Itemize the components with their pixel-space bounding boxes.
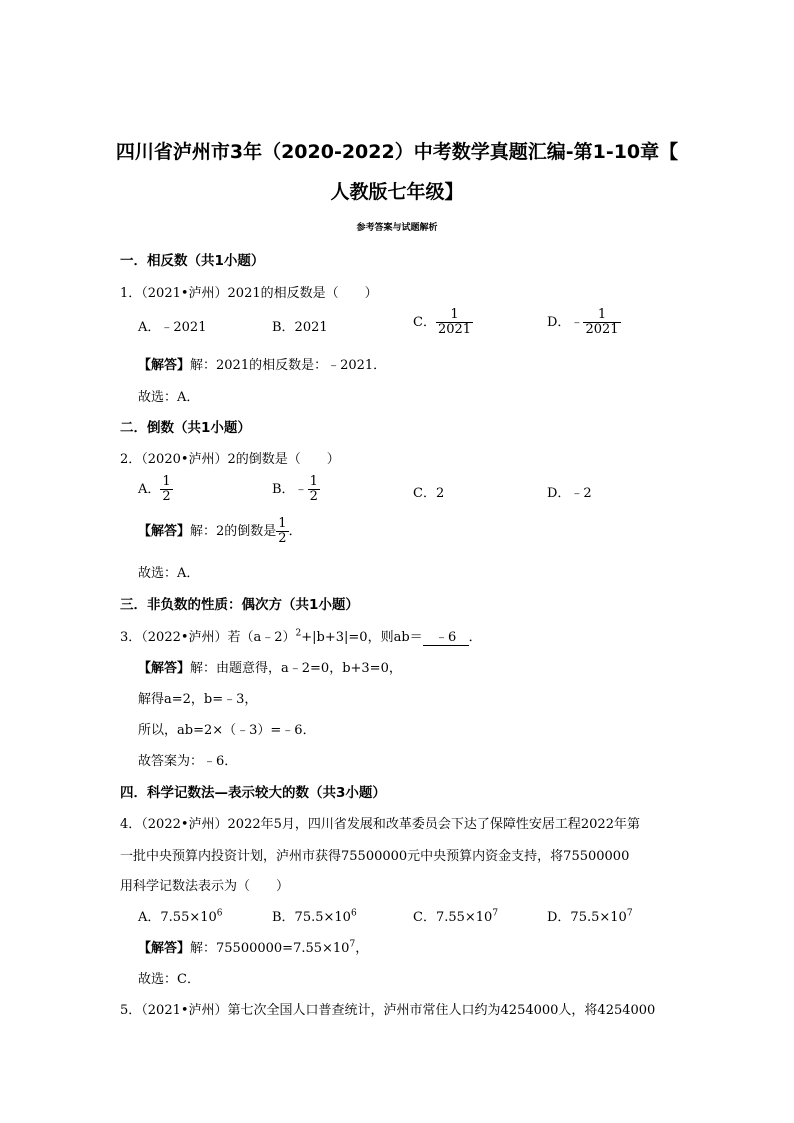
doc-title-line1: 四川省泸州市3年（2020-2022）中考数学真题汇编-第1-10章【 <box>115 141 679 163</box>
q3-line4: 故答案为：﹣6． <box>138 754 238 769</box>
fraction-denominator: 2 <box>309 489 318 504</box>
q4-option-c <box>413 906 498 925</box>
q3-line2: 解得a=2，b=﹣3， <box>138 692 258 707</box>
q4-option-a <box>138 906 223 925</box>
doc-title-line2: 人教版七年级】 <box>330 181 464 203</box>
answer-end: ， <box>355 941 369 956</box>
fraction-denominator: 2 <box>162 489 171 504</box>
section-heading-1: 一．相反数（共1小题） <box>120 253 265 269</box>
q4-stem-line2: 一批中央预算内投资计划，泸州市获得75500000元中央预算内资金支持，将75500000 <box>120 849 630 864</box>
q3-stem <box>120 626 482 646</box>
doc-subtitle: 参考答案与试题解析 <box>356 223 438 233</box>
q4-stem-line3: 用科学记数法表示为（ ） <box>120 879 290 894</box>
option-text: A．7.55×10 <box>138 910 217 925</box>
option-text: C．7.55×10 <box>413 910 493 925</box>
q1-option-d <box>547 308 621 337</box>
answer-end: ． <box>288 524 302 539</box>
q2-option-c: C．2 <box>413 486 445 501</box>
q4-answer <box>138 937 368 956</box>
option-exponent: 6 <box>350 908 357 919</box>
q3-stem-end: ． <box>468 630 482 645</box>
fraction-numerator: 1 <box>278 516 287 531</box>
q2-option-a-label: A． <box>138 482 161 497</box>
q3-answer-blank: ﹣6 <box>423 626 469 646</box>
option-exponent: 7 <box>626 908 633 919</box>
fraction-denominator: 2 <box>278 531 287 546</box>
answer-text: 解：2021的相反数是：﹣2021． <box>190 358 387 373</box>
q2-option-a <box>138 475 173 504</box>
fraction-numerator: 1 <box>309 474 318 489</box>
q1-answer <box>138 354 386 373</box>
q2-option-b <box>272 475 320 504</box>
section-heading-2: 二．倒数（共1小题） <box>120 420 251 436</box>
q5-stem-line1: 5．（2021•泸州）第七次全国人口普查统计，泸州市常住人口约为4254000人，将4254000 <box>120 1003 656 1018</box>
q3-exponent: 2 <box>295 628 302 639</box>
option-text: B．75.5×10 <box>272 910 351 925</box>
q2-stem: 2．（2020•泸州）2的倒数是（ ） <box>120 452 340 467</box>
answer-text: 解：由题意得，a﹣2=0，b+3=0， <box>190 661 402 676</box>
fraction-denominator: 2021 <box>585 322 619 337</box>
section-heading-4: 四．科学记数法—表示较大的数（共3小题） <box>120 785 386 801</box>
q1-option-b: B．2021 <box>272 320 328 335</box>
q1-option-d-label: D．﹣ <box>547 315 584 330</box>
section-heading-3: 三．非负数的性质：偶次方（共1小题） <box>120 597 359 613</box>
option-exponent: 7 <box>492 908 499 919</box>
q1-stem: 1．（2021•泸州）2021的相反数是（ ） <box>120 286 378 301</box>
q1-option-c-label: C． <box>413 315 436 330</box>
q2-option-d: D．﹣2 <box>547 486 592 501</box>
q3-stem-b: +|b+3|=0，则ab＝ <box>301 630 423 645</box>
answer-tag: 【解答】 <box>138 661 191 676</box>
q2-answer-fraction <box>276 517 288 546</box>
q3-answer <box>138 657 402 676</box>
q4-stem-line1: 4．（2022•泸州）2022年5月，四川省发展和改革委员会下达了保障性安居工程2022年第 <box>120 817 640 832</box>
answer-tag: 【解答】 <box>138 941 191 956</box>
q1-option-d-fraction <box>583 308 620 337</box>
q3-stem-a: 3．（2022•泸州）若（a﹣2） <box>120 630 296 645</box>
q3-line3: 所以，ab=2×（﹣3）=﹣6． <box>138 723 316 738</box>
fraction-numerator: 1 <box>436 308 473 323</box>
answer-tag: 【解答】 <box>138 524 191 539</box>
fraction-denominator: 2021 <box>437 322 472 337</box>
q2-option-a-fraction <box>160 475 172 504</box>
answer-tag: 【解答】 <box>138 358 191 373</box>
fraction-numerator: 1 <box>583 308 620 323</box>
option-exponent: 6 <box>216 908 223 919</box>
q1-option-c <box>413 308 473 337</box>
fraction-numerator: 1 <box>162 474 171 489</box>
q4-option-b <box>272 906 357 925</box>
q4-option-d <box>547 906 633 925</box>
answer-text: 解：75500000=7.55×10 <box>190 941 350 956</box>
q1-option-c-fraction <box>436 308 473 337</box>
answer-exponent: 7 <box>349 939 356 950</box>
q2-option-b-label: B．﹣ <box>272 482 308 497</box>
option-text: D．75.5×10 <box>547 910 627 925</box>
q1-option-a: A．﹣2021 <box>138 320 207 335</box>
q2-option-b-fraction <box>308 475 320 504</box>
q4-choice: 故选：C． <box>138 972 200 987</box>
q1-choice: 故选：A． <box>138 390 200 405</box>
q2-choice: 故选：A． <box>138 566 200 581</box>
q2-answer <box>138 517 302 546</box>
answer-text: 解：2的倒数是 <box>190 524 277 539</box>
